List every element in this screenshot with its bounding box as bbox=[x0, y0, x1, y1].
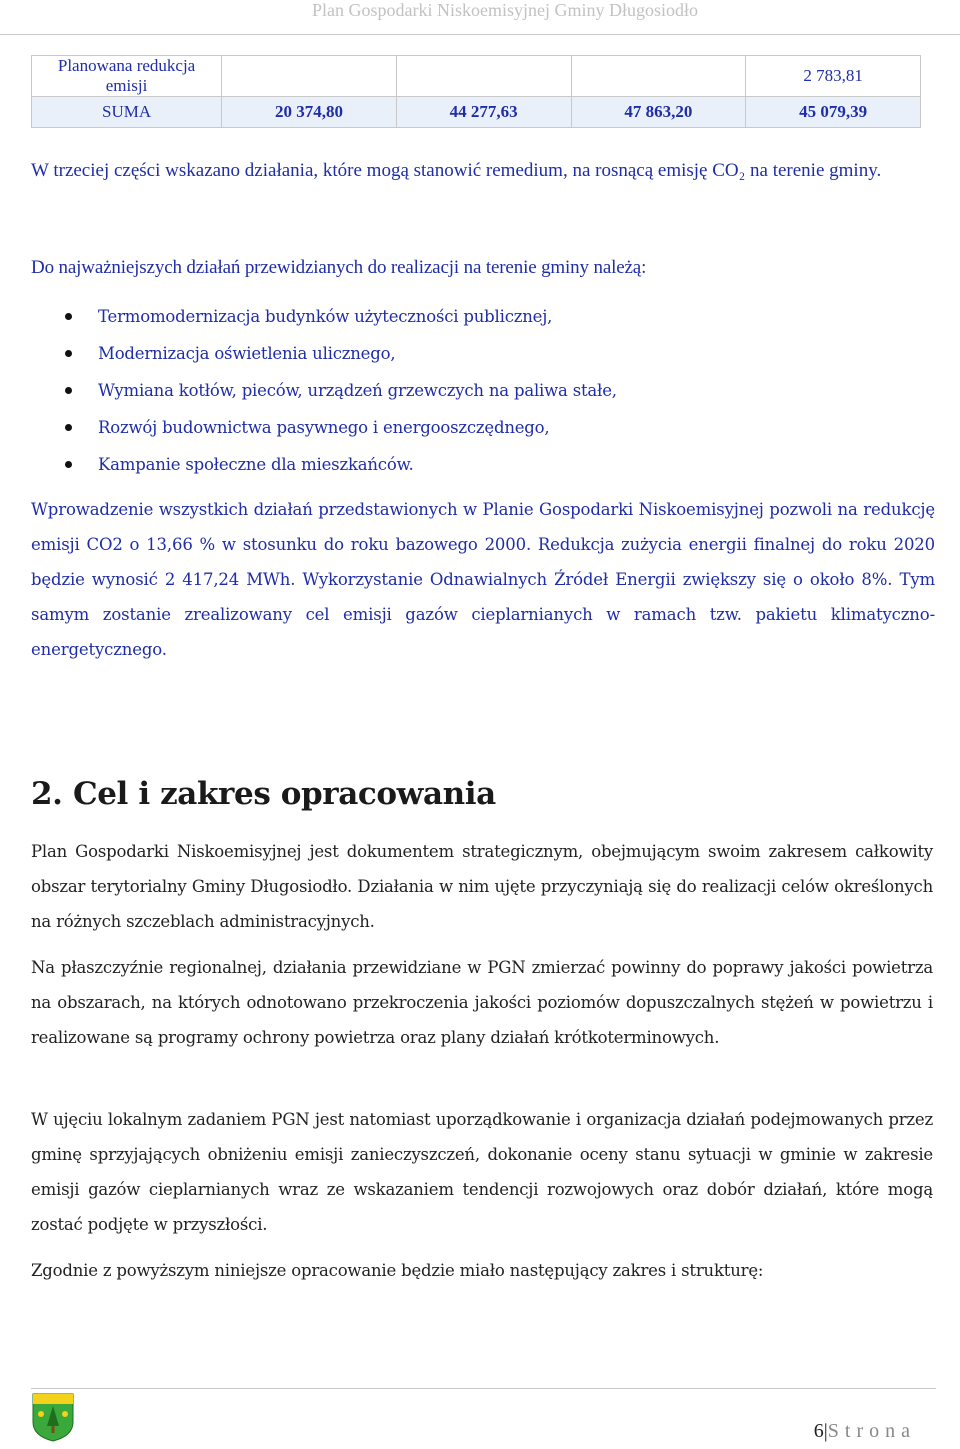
table-cell-label: Planowana redukcja emisji bbox=[32, 56, 222, 97]
table-cell bbox=[222, 56, 397, 97]
section-paragraph: Plan Gospodarki Niskoemisyjnej jest dokumentem strategicznym, obejmującym swoim zakresem całkowity obszar terytorialny Gminy Długosiodło. Działania w nim ujęte przyczyniają się do realizacji celów określonych na różnych szczeblach administracyjnych. bbox=[31, 842, 933, 931]
page-number-value: 6 bbox=[813, 1420, 824, 1442]
list-item-text: Wymiana kotłów, pieców, urządzeń grzewczych na paliwa stałe, bbox=[98, 381, 617, 400]
page-header bbox=[0, 0, 960, 35]
table-cell bbox=[571, 56, 746, 97]
section-paragraph: W ujęciu lokalnym zadaniem PGN jest natomiast uporządkowanie i organizacja działań podejmowanych przez gminę sprzyjających obniżeniu emisji zanieczyszczeń, dokonanie oceny stanu sytuacji w gminie w zakresie emisji gazów cieplarnianych wraz ze wskazaniem tendencji rozwojowych oraz dobór działań, które mogą zostać podjęte w przyszłości. bbox=[31, 1110, 933, 1234]
bullet-icon bbox=[65, 461, 72, 468]
page-number-separator: | bbox=[823, 1420, 828, 1442]
bullet-icon bbox=[65, 313, 72, 320]
section-paragraph: Zgodnie z powyższym niniejsze opracowanie będzie miało następujący zakres i strukturę: bbox=[31, 1261, 764, 1280]
gmina-crest-logo bbox=[31, 1392, 75, 1442]
list-item bbox=[31, 298, 911, 335]
list-item-text: Kampanie społeczne dla mieszkańców. bbox=[98, 455, 414, 474]
bullet-icon bbox=[65, 387, 72, 394]
header-title: Plan Gospodarki Niskoemisyjnej Gminy Długosiodło bbox=[312, 0, 698, 20]
page-word: Strona bbox=[827, 1420, 916, 1442]
table-row-sum bbox=[32, 97, 921, 128]
summary-paragraph: Wprowadzenie wszystkich działań przedstawionych w Planie Gospodarki Niskoemisyjnej pozwoli na redukcję emisji CO2 o 13,66 % w stosunku do roku bazowego 2000. Redukcja zużycia energii finalnej do roku 2020 będzie wynosić 2 417,24 MWh. Wykorzystanie Odnawialnych Źródeł Energii zwiększy się o około 8%. Tym samym zostanie zrealizowany cel emisji gazów cieplarnianych w ramach tzw. pakietu klimatyczno-energetycznego. bbox=[31, 500, 935, 659]
list-item-text: Rozwój budownictwa pasywnego i energooszczędnego, bbox=[98, 418, 550, 437]
bullet-icon bbox=[65, 424, 72, 431]
list-item bbox=[31, 372, 911, 409]
table-cell: 44 277,63 bbox=[396, 97, 571, 128]
table-cell-label: SUMA bbox=[32, 97, 222, 128]
list-item bbox=[31, 446, 911, 483]
bullet-icon bbox=[65, 350, 72, 357]
table-cell: 2 783,81 bbox=[746, 56, 921, 97]
table-cell: 20 374,80 bbox=[222, 97, 397, 128]
emissions-table bbox=[31, 55, 921, 128]
section-paragraph: Na płaszczyźnie regionalnej, działania przewidziane w PGN zmierzać powinny do poprawy jakości powietrza na obszarach, na których odnotowano przekroczenia jakości poziomów dopuszczalnych stężeń w powietrzu i realizowane są programy ochrony powietrza oraz plany działań krótkoterminowych. bbox=[31, 958, 933, 1047]
table-cell bbox=[396, 56, 571, 97]
actions-list bbox=[31, 298, 911, 483]
list-item bbox=[31, 409, 911, 446]
list-item bbox=[31, 335, 911, 372]
list-item-text: Termomodernizacja budynków użyteczności publicznej, bbox=[98, 307, 553, 326]
intro-paragraph-2: Do najważniejszych działań przewidzianych do realizacji na terenie gminy należą: bbox=[31, 257, 647, 278]
page-number bbox=[814, 1420, 916, 1443]
table-row bbox=[32, 56, 921, 97]
table-cell: 47 863,20 bbox=[571, 97, 746, 128]
table-cell: 45 079,39 bbox=[746, 97, 921, 128]
list-item-text: Modernizacja oświetlenia ulicznego, bbox=[98, 344, 396, 363]
footer-divider bbox=[31, 1388, 936, 1389]
intro-paragraph-1: W trzeciej części wskazano działania, które mogą stanowić remedium, na rosnącą emisję CO₂ na terenie gminy. bbox=[31, 160, 882, 181]
section-heading: 2. Cel i zakres opracowania bbox=[31, 776, 496, 812]
